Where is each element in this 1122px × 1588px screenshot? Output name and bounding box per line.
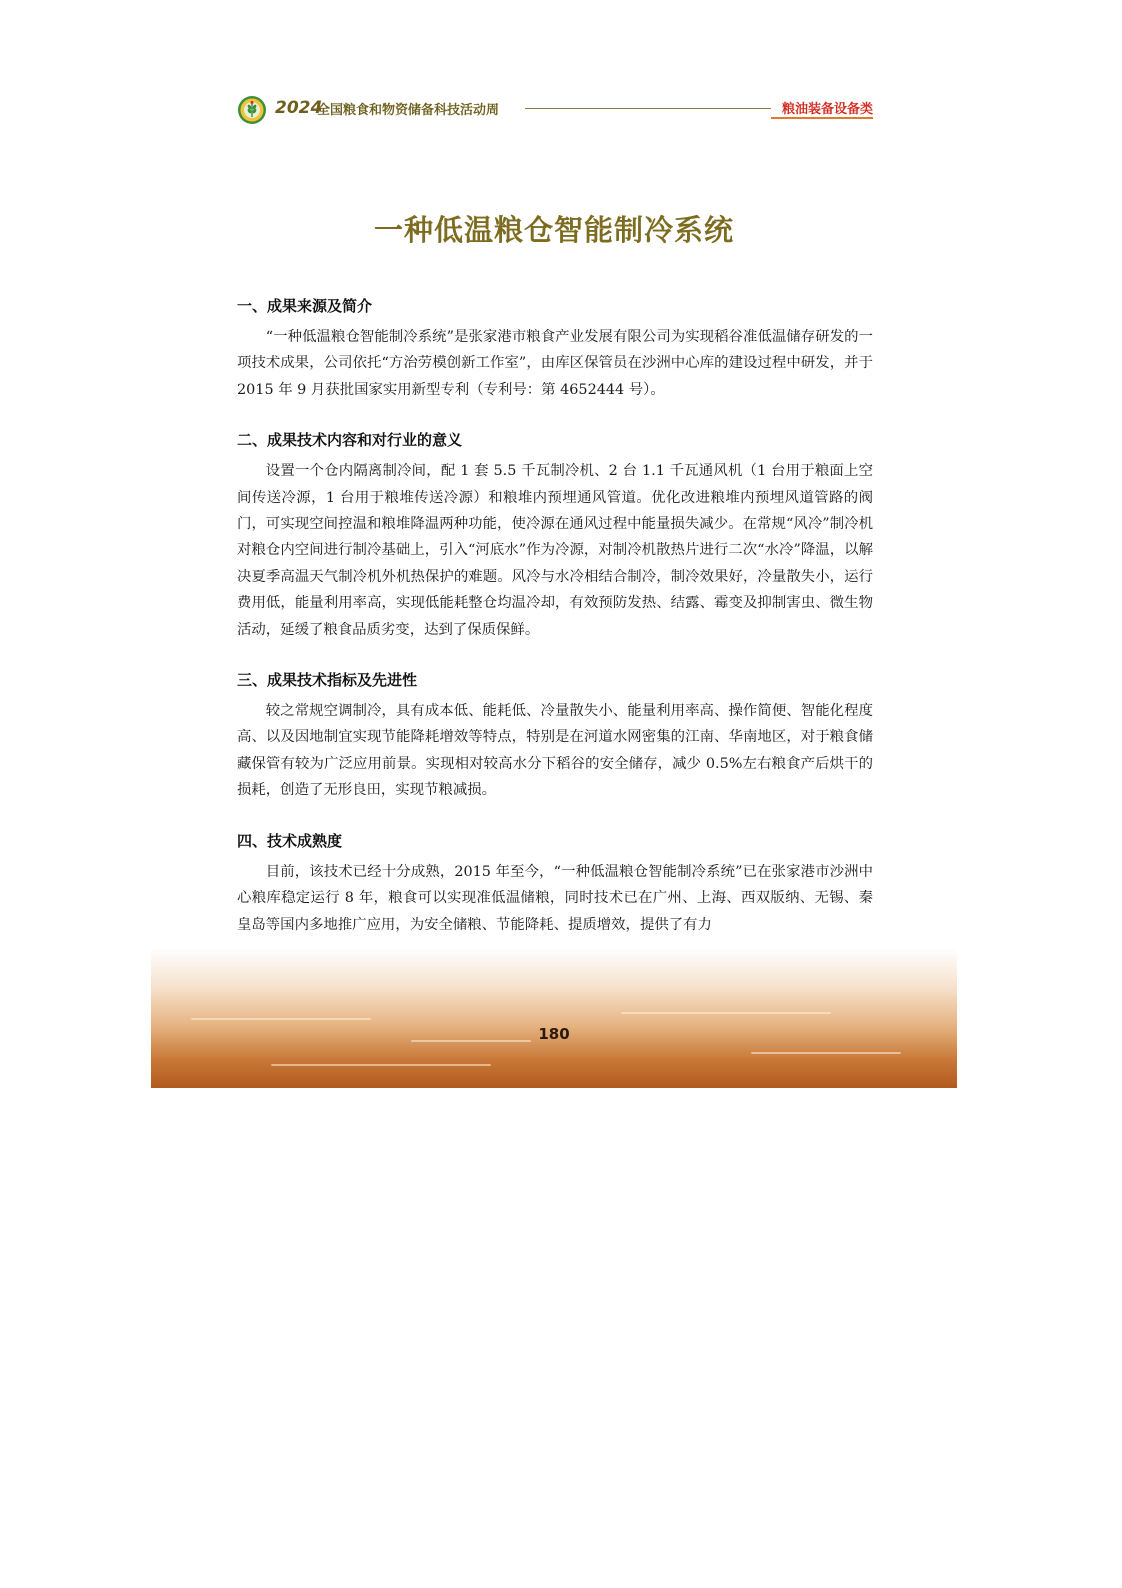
footer-streak [191, 1018, 371, 1020]
header-category-label: 粮油装备设备类 [781, 102, 873, 117]
section-paragraph: 较之常规空调制冷，具有成本低、能耗低、冷量散失小、能量利用率高、操作简便、智能化程度高、以及因地制宜实现节能降耗增效等特点，特别是在河道水网密集的江南、华南地区，对于粮食储藏保管有较为广泛应用前景。实现相对较高水分下稻谷的安全储存，减少 0.5%左右粮食产后烘干的损耗，创造了无形良田，实现节粮减损。 [237, 703, 873, 799]
document-body [237, 293, 873, 938]
header-event-title: 全国粮食和物资储备科技活动周 [317, 103, 500, 118]
wheat-emblem-logo-icon [237, 95, 267, 125]
header-category-underline [771, 117, 873, 119]
document-title: 一种低温粮仓智能制冷系统 [373, 213, 734, 247]
footer-streak [751, 1052, 901, 1054]
header-year: 2024 [275, 98, 323, 118]
section-heading: 三、成果技术指标及先进性 [237, 671, 418, 690]
section-heading: 二、成果技术内容和对行业的意义 [237, 431, 463, 450]
section-paragraph: 设置一个仓内隔离制冷间，配 1 套 5.5 千瓦制冷机、2 台 1.1 千瓦通风机（1 台用于粮面上空间传送冷源，1 台用于粮堆传送冷源）和粮堆内预埋通风管道。优化改进粮堆内预埋风道管路的阀门，可实现空间控温和粮堆降温两种功能，使冷源在通风过程中能量损失减少。在常规“风冷”制冷机对粮仓内空间进行制冷基础上，引入“河底水”作为冷源，对制冷机散热片进行二次“水冷”降温，以解决夏季高温天气制冷机外机热保护的难题。风冷与水冷相结合制冷，制冷效果好，冷量散失小，运行费用低，能量利用率高，实现低能耗整仓均温冷却，有效预防发热、结露、霉变及抑制害虫、微生物活动，延缓了粮食品质劣变，达到了保质保鲜。 [237, 463, 873, 638]
section-paragraph: “一种低温粮仓智能制冷系统”是张家港市粮食产业发展有限公司为实现稻谷准低温储存研发的一项技术成果，公司依托“方治劳模创新工作室”，由库区保管员在沙洲中心库的建设过程中研发，并于 2015 年 9 月获批国家实用新型专利（专利号：第 4652444 号）。 [237, 329, 873, 398]
section-heading: 一、成果来源及简介 [237, 297, 373, 315]
section-heading: 四、技术成熟度 [237, 831, 343, 850]
section-paragraph: 目前，该技术已经十分成熟，2015 年至今，“一种低温粮仓智能制冷系统”已在张家港市沙洲中心粮库稳定运行 8 年，粮食可以实现准低温储粮，同时技术已在广州、上海、西双版纳、无锡、秦皇岛等国内多地推广应用，为安全储粮、节能降耗、提质增效，提供了有力 [237, 863, 873, 933]
document-page [151, 0, 957, 1088]
section-4 [237, 828, 873, 938]
running-header [237, 94, 873, 126]
header-divider-line [525, 108, 771, 109]
section-1 [237, 293, 873, 403]
footer-streak [271, 1064, 491, 1066]
section-2 [237, 427, 873, 643]
page-number: 180 [538, 1025, 570, 1043]
footer-decorative-band [151, 948, 957, 1088]
footer-streak [621, 1012, 831, 1014]
section-3 [237, 667, 873, 804]
